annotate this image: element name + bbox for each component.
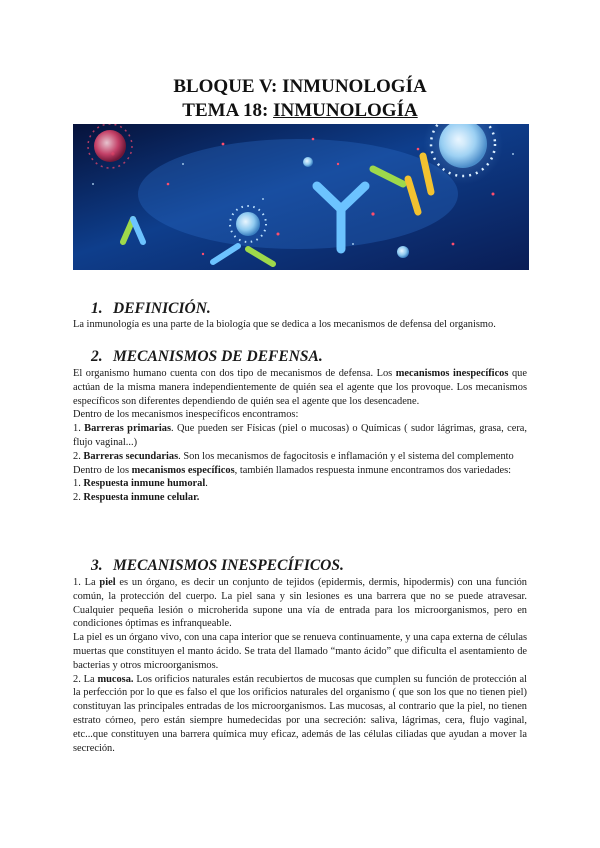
section-3-heading: 3. MECANISMOS INESPECÍFICOS. xyxy=(91,557,344,574)
specific-intro: Dentro de los mecanismos específicos, también llamados respuesta inmune encontramos dos variedades: xyxy=(73,464,512,476)
mucosa-paragraph: 2. La mucosa. Los orificios naturales están recubiertos de mucosas que cumplen su función de protección al la perfección por lo que es falso el que los orificios naturales del organismo ( que son los que no tienen piel) constituyan las principales entradas de los microorganismos. Las mucosas, al contrario que la piel, no tienen estrato córneo, pero están siempre humedecidas por una secreción: saliva, lágrimas, cera, flujo vaginal, etc...que constituyen una barrera química muy eficaz, además de las células ciliadas que ayudan a mover la secreción. xyxy=(73,673,527,754)
list-item-secondary-barriers: 2. Barreras secundarias. Son los mecanismos de fagocitosis e inflamación y el sistema del complemento xyxy=(73,450,514,462)
block-title: BLOQUE V: INMUNOLOGÍA xyxy=(173,76,427,97)
section-1-body xyxy=(73,318,527,332)
acid-mantle-paragraph: La piel es un órgano vivo, con una capa interior que se renueva continuamente, y una capa externa de células muertas que constituyen el manto ácido. Se trata del llamado “manto ácido” que dificulta el asentamiento de bacterias y otros microorganismos. xyxy=(73,632,527,671)
topic-prefix: TEMA 18: xyxy=(182,100,274,121)
section-1-heading: 1. DEFINICIÓN. xyxy=(91,300,211,317)
nonspecific-intro: Dentro de los mecanismos inespecíficos encontramos: xyxy=(73,409,299,421)
section-3-body xyxy=(73,576,527,755)
skin-paragraph: 1. La piel es un órgano, es decir un conjunto de tejidos (epidermis, dermis, hipodermis) con una función común, la protección del cuerpo. La piel sana y sin lesiones es una barrera que no se puede atravesar. Cualquier pequeña lesión o microherida supone una vía de entrada para los microorganismos, pero en condiciones óptimas es infranqueable. xyxy=(73,577,527,630)
section-2-heading: 2. MECANISMOS DE DEFENSA. xyxy=(91,348,323,365)
topic-name: INMUNOLOGÍA xyxy=(273,100,418,121)
list-item-cellular: 2. Respuesta inmune celular. xyxy=(73,492,200,504)
list-item-primary-barriers: 1. Barreras primarias. Que pueden ser Físicas (piel o mucosas) o Químicas ( sudor lágrimas, grasa, cera, flujo vaginal...) xyxy=(73,423,528,448)
immunology-banner-image xyxy=(73,124,529,270)
defense-intro-paragraph: El organismo humano cuenta con dos tipo de mecanismos de defensa. Los mecanismos inespecíficos que actúan de la misma manera independientemente de quién sea el agente que los provoque. Los mecanismos específicos son diferentes dependiendo de quién sea el agente que los desencadene. xyxy=(73,368,527,407)
topic-title xyxy=(0,100,600,122)
section-2-body xyxy=(73,367,527,505)
list-item-humoral: 1. Respuesta inmune humoral. xyxy=(73,478,208,490)
definition-paragraph: La inmunología es una parte de la biología que se dedica a los mecanismos de defensa del organismo. xyxy=(73,319,496,330)
